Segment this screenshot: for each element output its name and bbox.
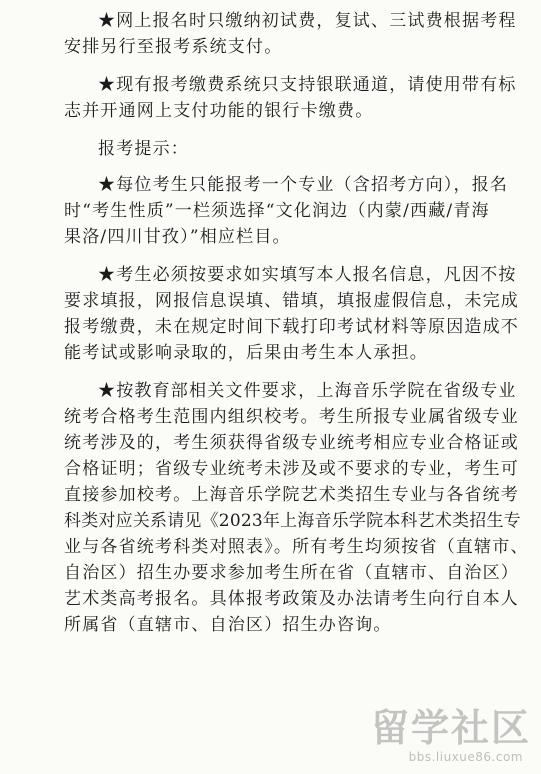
text-line: 所属省（直辖市、自治区）招生办咨询。 xyxy=(64,615,392,635)
watermark-logo-text: 留学社区 xyxy=(370,706,531,750)
paragraph-provincial-exam xyxy=(64,378,529,638)
text-line: 报考缴费，未在规定时间下载打印考试材料等原因造成不 xyxy=(64,317,519,337)
text-line: 时“考生性质”一栏须选择“文化润边（内蒙/西藏/青海 xyxy=(64,201,490,221)
text-line: 能考试或影响录取的，后果由考生本人承担。 xyxy=(64,343,428,363)
text-line: 科类对应关系请见《2023年上海音乐学院本科艺术类招生专 xyxy=(64,511,521,531)
text-line: 安排另行至报考系统支付。 xyxy=(64,37,283,57)
text-line: 自治区）招生办要求参加考生所在省（直辖市、自治区） xyxy=(64,563,519,583)
text-line: ★按教育部相关文件要求，上海音乐学院在省级专业 xyxy=(98,381,517,401)
text-line: 合格证明；省级专业统考未涉及或不要求的专业，考生可 xyxy=(64,459,519,479)
text-line: 志并开通网上支付功能的银行卡缴费。 xyxy=(64,101,374,121)
paragraph-payment-channel xyxy=(64,72,517,124)
text-line: 统考涉及的，考生须获得省级专业统考相应专业合格证或 xyxy=(64,433,519,453)
text-line: 业与各省统考科类对照表》。所有考生均须按省（直辖市、 xyxy=(64,537,529,557)
text-line: 要求填报，网报信息误填、错填，填报虚假信息，未完成 xyxy=(64,291,519,311)
document-body xyxy=(64,8,529,650)
text-line: ★每位考生只能报考一个专业（含招考方向），报名 xyxy=(98,175,509,195)
watermark-url: bbs.liuxue86.com xyxy=(408,750,523,764)
paragraph-accurate-info xyxy=(64,262,519,366)
text-line: ★网上报名时只缴纳初试费，复试、三试费根据考程 xyxy=(98,11,517,31)
section-heading: 报考提示： xyxy=(98,139,189,159)
text-line: 果洛/四川甘孜）”相应栏目。 xyxy=(64,227,291,247)
paragraph-fee-note xyxy=(64,8,517,60)
text-line: 统考合格考生范围内组织校考。考生所报专业属省级专业 xyxy=(64,407,519,427)
text-line: ★考生必须按要求如实填写本人报名信息，凡因不按 xyxy=(98,265,517,285)
text-line: 艺术类高考报名。具体报考政策及办法请考生向行自本人 xyxy=(64,589,519,609)
text-line: 直接参加校考。上海音乐学院艺术类招生专业与各省统考 xyxy=(64,485,519,505)
text-line: ★现有报考缴费系统只支持银联通道，请使用带有标 xyxy=(98,75,517,95)
site-watermark xyxy=(363,706,533,768)
paragraph-single-major xyxy=(64,172,509,250)
